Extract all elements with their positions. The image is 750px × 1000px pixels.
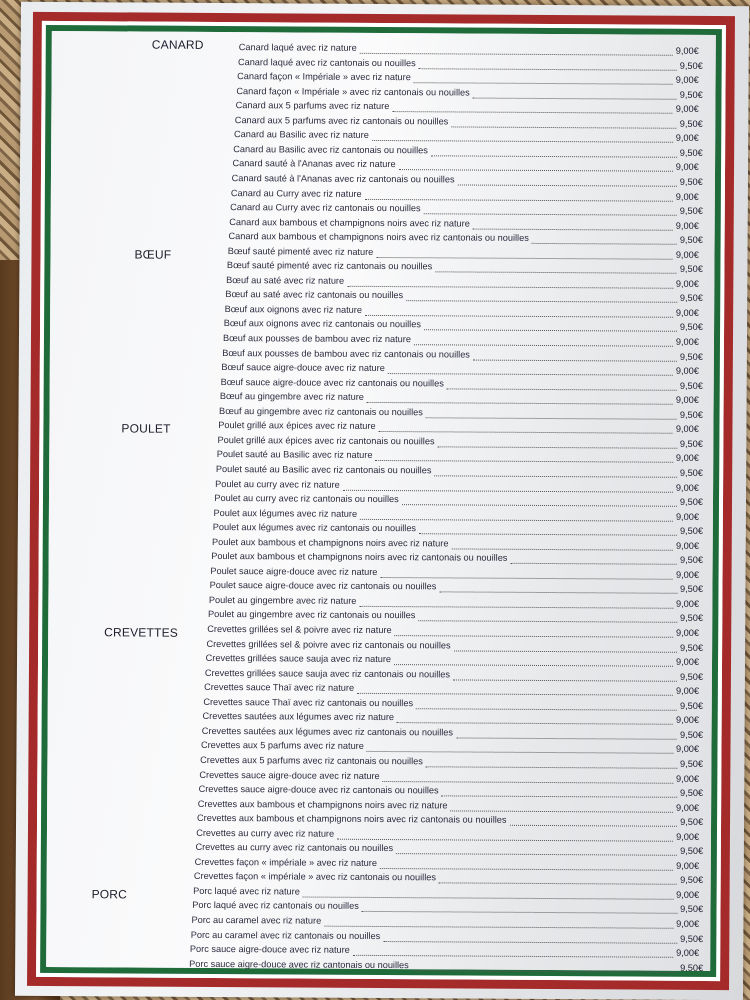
menu-item-price: 9,50€ [679, 351, 703, 362]
menu-item: Poulet sauté au Basilic avec riz nature [216, 449, 373, 461]
menu-item-price: 9,50€ [680, 816, 704, 828]
menu-item: Canard au Curry avec riz cantonais ou nouilles [230, 202, 421, 214]
price-leader [454, 649, 677, 652]
menu-item-price: 9,50€ [679, 525, 703, 537]
menu-item-price: 9,50€ [679, 555, 704, 566]
menu-item: Porc au caramel avec riz cantonais ou nouilles [190, 929, 381, 941]
menu-item-price: 9,50€ [679, 380, 703, 391]
price-leader [383, 940, 677, 944]
menu-item-price: 9,00€ [675, 133, 699, 144]
price-leader [379, 430, 673, 434]
menu-item-price: 9,00€ [675, 103, 699, 115]
section-heading-1: BŒUF [134, 247, 172, 262]
price-leader [397, 721, 673, 725]
menu-item: Canard au Curry avec riz nature [230, 187, 362, 199]
price-leader [473, 227, 673, 230]
menu-item-price: 9,00€ [675, 278, 699, 289]
menu-item: Canard façon « Impériale » avec riz nature [237, 71, 411, 83]
menu-item: Poulet au gingembre avec riz nature [208, 594, 357, 606]
menu-item: Bœuf sauté pimenté avec riz nature [227, 245, 374, 257]
menu-item-price: 9,00€ [675, 74, 699, 86]
menu-item-price: 9,00€ [675, 569, 700, 580]
price-leader [343, 488, 673, 492]
price-leader [510, 824, 678, 827]
price-leader [337, 837, 673, 841]
menu-item: Crevettes grillées sauce sauja avec riz cantonais ou nouilles [204, 667, 451, 680]
menu-content [46, 31, 716, 971]
menu-item-price: 9,00€ [676, 802, 700, 813]
menu-item: Poulet aux bambous et champignons noirs avec riz cantonais ou nouilles [211, 551, 508, 564]
price-leader [388, 372, 673, 376]
price-leader [426, 416, 677, 420]
price-leader [380, 867, 673, 871]
menu-item-price: 9,00€ [676, 773, 700, 784]
menu-item-price: 9,00€ [675, 307, 699, 318]
menu-item-price: 9,00€ [675, 656, 700, 668]
menu-item: Crevettes sauce Thaï avec riz nature [204, 682, 355, 694]
menu-item: Bœuf au saté avec riz cantonais ou nouilles [225, 289, 404, 301]
menu-item: Poulet aux bambous et champignons noirs avec riz nature [211, 536, 449, 549]
price-leader [360, 517, 673, 521]
price-leader [367, 401, 673, 405]
menu-item: Crevettes aux bambous et champignons noirs avec riz cantonais ou nouilles [196, 813, 507, 825]
menu-item-price: 9,50€ [679, 147, 703, 158]
menu-item: Crevettes sautées aux légumes avec riz nature [202, 711, 395, 723]
menu-item: Crevettes grillées sel & poivre avec riz nature [207, 623, 392, 636]
price-leader [447, 387, 677, 390]
menu-item-price: 9,50€ [679, 205, 703, 217]
menu-item: Bœuf sauce aigre-douce avec riz cantonais ou nouilles [220, 376, 444, 389]
menu-item-price: 9,00€ [675, 249, 699, 260]
menu-item: Crevettes sauce Thaï avec riz cantonais ou nouilles [203, 696, 414, 708]
menu-item: Poulet grillé aux épices avec riz nature [218, 420, 376, 432]
price-leader [360, 52, 673, 56]
menu-item-price: 9,50€ [679, 322, 703, 333]
menu-item: Poulet aux légumes avec riz nature [213, 507, 358, 519]
menu-item: Canard au Basilic avec riz cantonais ou nouilles [233, 143, 428, 156]
menu-item-price: 9,00€ [675, 482, 699, 493]
menu-item: Crevettes façon « impériale » avec riz nature [194, 856, 378, 868]
price-leader [376, 256, 672, 260]
menu-item-price: 9,50€ [679, 264, 703, 275]
price-leader [419, 67, 677, 71]
menu-item-price: 9,00€ [675, 540, 699, 551]
menu-item: Canard laqué avec riz nature [238, 42, 357, 53]
menu-item: Crevettes aux 5 parfums avec riz nature [200, 740, 364, 752]
menu-item: Porc sauce aigre-douce avec riz nature [189, 943, 350, 955]
menu-item: Porc au caramel avec riz nature [191, 914, 322, 926]
price-leader [380, 576, 672, 580]
price-leader [418, 620, 677, 624]
menu-item-price: 9,00€ [675, 162, 699, 173]
menu-item: Bœuf sauce aigre-douce avec riz nature [221, 362, 385, 374]
menu-item-price: 9,50€ [679, 293, 703, 304]
menu-item-price: 9,50€ [679, 584, 704, 595]
menu-item: Porc laqué avec riz nature [193, 885, 300, 897]
price-leader [376, 459, 673, 463]
price-leader [419, 532, 677, 536]
price-leader [424, 329, 677, 333]
price-leader [396, 852, 677, 856]
menu-item-price: 9,00€ [676, 889, 700, 900]
menu-item-price: 9,50€ [679, 467, 703, 478]
price-leader [442, 794, 677, 797]
price-leader [424, 212, 677, 216]
menu-item-price: 9,50€ [680, 846, 704, 857]
menu-item: Bœuf au saté avec riz nature [226, 274, 345, 286]
menu-item: Canard aux 5 parfums avec riz nature [235, 100, 390, 112]
price-leader [451, 809, 673, 812]
price-leader [406, 299, 677, 303]
menu-item: Canard aux bambous et champignons noirs avec riz nature [229, 216, 470, 229]
menu-item: Crevettes aux bambous et champignons noirs avec riz nature [197, 798, 448, 810]
menu-item-price: 9,50€ [679, 496, 703, 508]
price-leader [324, 925, 673, 929]
price-leader [414, 81, 673, 85]
menu-item-price: 9,00€ [675, 453, 699, 464]
price-leader [451, 547, 672, 550]
menu-item-price: 9,00€ [676, 744, 700, 755]
menu-item-price: 9,00€ [675, 424, 699, 435]
price-leader [362, 910, 677, 914]
menu-item-price: 9,00€ [676, 860, 700, 871]
menu-item-price: 9,50€ [680, 700, 704, 711]
menu-item-price: 9,50€ [679, 118, 703, 129]
menu-item: Canard aux bambous et champignons noirs avec riz cantonais ou nouilles [228, 231, 529, 244]
price-leader [347, 285, 673, 289]
menu-item: Poulet sauté au Basilic avec riz cantonais ou nouilles [215, 463, 432, 476]
menu-item: Poulet sauce aigre-douce avec riz nature [210, 565, 378, 577]
price-leader [439, 591, 677, 594]
menu-item: Poulet au curry avec riz cantonais ou nouilles [214, 493, 399, 505]
menu-item: Canard aux 5 parfums avec riz cantonais ou nouilles [234, 114, 449, 127]
price-leader [357, 692, 673, 696]
menu-item: Canard façon « Impériale » avec riz cantonais ou nouilles [236, 85, 470, 98]
menu-item-price: 9,50€ [679, 642, 704, 653]
price-leader [532, 242, 677, 245]
price-leader [394, 663, 673, 667]
price-leader [365, 197, 673, 201]
price-leader [451, 125, 676, 128]
menu-item-price: 9,50€ [680, 962, 704, 973]
price-leader [399, 168, 673, 172]
menu-item: Canard laqué avec riz cantonais ou nouilles [237, 56, 416, 68]
menu-item-price: 9,00€ [675, 365, 699, 377]
price-leader [365, 314, 673, 318]
menu-item-price: 9,00€ [675, 627, 700, 638]
menu-item: Crevettes grillées sauce sauja avec riz nature [205, 653, 392, 665]
menu-item-price: 9,00€ [676, 831, 700, 842]
menu-item-price: 9,50€ [679, 671, 704, 682]
menu-item-price: 9,50€ [679, 176, 703, 187]
menu-item-price: 9,00€ [676, 715, 700, 726]
price-leader [510, 562, 676, 565]
menu-item-price: 9,00€ [676, 918, 700, 929]
menu-item: Crevettes sautées aux légumes avec riz cantonais ou nouilles [201, 725, 454, 738]
menu-item-price: 9,00€ [676, 947, 700, 959]
menu-item: Crevettes au curry avec riz nature [196, 827, 335, 839]
menu-item-price: 9,50€ [679, 234, 703, 246]
price-leader [435, 271, 677, 274]
section-heading-2: POULET [121, 421, 171, 437]
menu-item-price: 9,50€ [679, 89, 703, 100]
price-leader [392, 110, 672, 114]
price-leader [303, 895, 673, 899]
menu-item-price: 9,50€ [679, 438, 703, 449]
price-leader [414, 343, 673, 347]
menu-item-price: 9,00€ [675, 598, 700, 609]
menu-item: Canard sauté à l'Ananas avec riz cantonais ou nouilles [231, 173, 455, 185]
menu-item-price: 9,50€ [680, 729, 704, 740]
price-leader [456, 736, 677, 739]
price-leader [434, 474, 676, 477]
menu-item-price: 9,00€ [675, 45, 699, 56]
menu-item: Bœuf au gingembre avec riz nature [219, 391, 364, 403]
menu-item: Poulet sauce aigre-douce avec riz cantonais ou nouilles [209, 580, 437, 592]
menu-item: Crevettes sauce aigre-douce avec riz cantonais ou nouilles [198, 783, 439, 796]
menu-item-price: 9,50€ [680, 933, 704, 944]
price-leader [395, 634, 673, 638]
menu-item-price: 9,50€ [680, 875, 704, 886]
menu-item: Crevettes façon « impériale » avec riz cantonais ou nouilles [193, 871, 436, 883]
price-leader [383, 780, 673, 784]
menu-item: Bœuf aux pousses de bambou avec riz cantonais ou nouilles [222, 347, 470, 360]
price-leader [439, 882, 677, 885]
menu-item-price: 9,00€ [675, 191, 699, 202]
menu-item: Crevettes aux 5 parfums avec riz cantonais ou nouilles [200, 754, 423, 767]
menu-item: Porc laqué avec riz cantonais ou nouilles [192, 900, 359, 912]
menu-item: Crevettes au curry avec riz cantonais ou nouilles [195, 842, 394, 854]
menu-sheet [15, 2, 749, 1000]
menu-item: Poulet au curry avec riz nature [215, 478, 340, 490]
menu-item-price: 9,00€ [675, 394, 699, 406]
menu-item: Canard sauté à l'Ananas avec riz nature [232, 158, 396, 170]
menu-item-price: 9,00€ [676, 685, 700, 697]
price-leader [353, 954, 673, 958]
menu-item-price: 9,50€ [679, 60, 703, 71]
price-leader [431, 154, 677, 158]
menu-item: Poulet au gingembre avec riz cantonais ou nouilles [208, 609, 416, 621]
menu-item: Bœuf sauté pimenté avec riz cantonais ou nouilles [226, 260, 433, 272]
menu-item-price: 9,50€ [680, 758, 704, 769]
menu-item: Bœuf aux oignons avec riz nature [224, 303, 362, 315]
menu-item: Crevettes grillées sel & poivre avec riz cantonais ou nouilles [206, 638, 451, 650]
menu-item: Bœuf aux pousses de bambou avec riz nature [222, 333, 411, 345]
price-leader [473, 358, 677, 361]
menu-item: Canard au Basilic avec riz nature [234, 129, 369, 141]
price-leader [473, 96, 677, 99]
menu-item: Crevettes sauce aigre-douce avec riz nature [199, 769, 380, 781]
price-leader [453, 678, 677, 681]
price-leader [458, 183, 677, 186]
price-leader [426, 765, 677, 769]
menu-item-price: 9,50€ [679, 613, 704, 624]
menu-item: Poulet aux légumes avec riz cantonais ou nouilles [212, 522, 417, 534]
price-leader [359, 605, 672, 609]
price-leader [402, 503, 677, 507]
menu-item-price: 9,50€ [679, 409, 703, 420]
price-leader [372, 139, 673, 143]
menu-item: Bœuf aux oignons avec riz cantonais ou nouilles [223, 318, 421, 330]
menu-item-price: 9,00€ [675, 511, 699, 522]
price-leader [416, 707, 677, 711]
menu-item: Bœuf au gingembre avec riz cantonais ou nouilles [219, 405, 423, 417]
section-heading-4: PORC [91, 887, 128, 902]
menu-item: Poulet grillé aux épices avec riz cantonais ou nouilles [217, 434, 435, 447]
section-heading-0: CANARD [151, 37, 204, 52]
section-heading-3: CREVETTES [104, 625, 179, 640]
menu-item-price: 9,50€ [680, 787, 704, 799]
menu-item-price: 9,00€ [675, 220, 699, 231]
menu-item: Porc sauce aigre-douce avec riz cantonais ou nouilles [189, 958, 409, 970]
price-leader [438, 445, 677, 448]
menu-item-price: 9,00€ [675, 336, 699, 347]
menu-item-price: 9,50€ [680, 904, 704, 915]
price-leader [367, 750, 673, 754]
